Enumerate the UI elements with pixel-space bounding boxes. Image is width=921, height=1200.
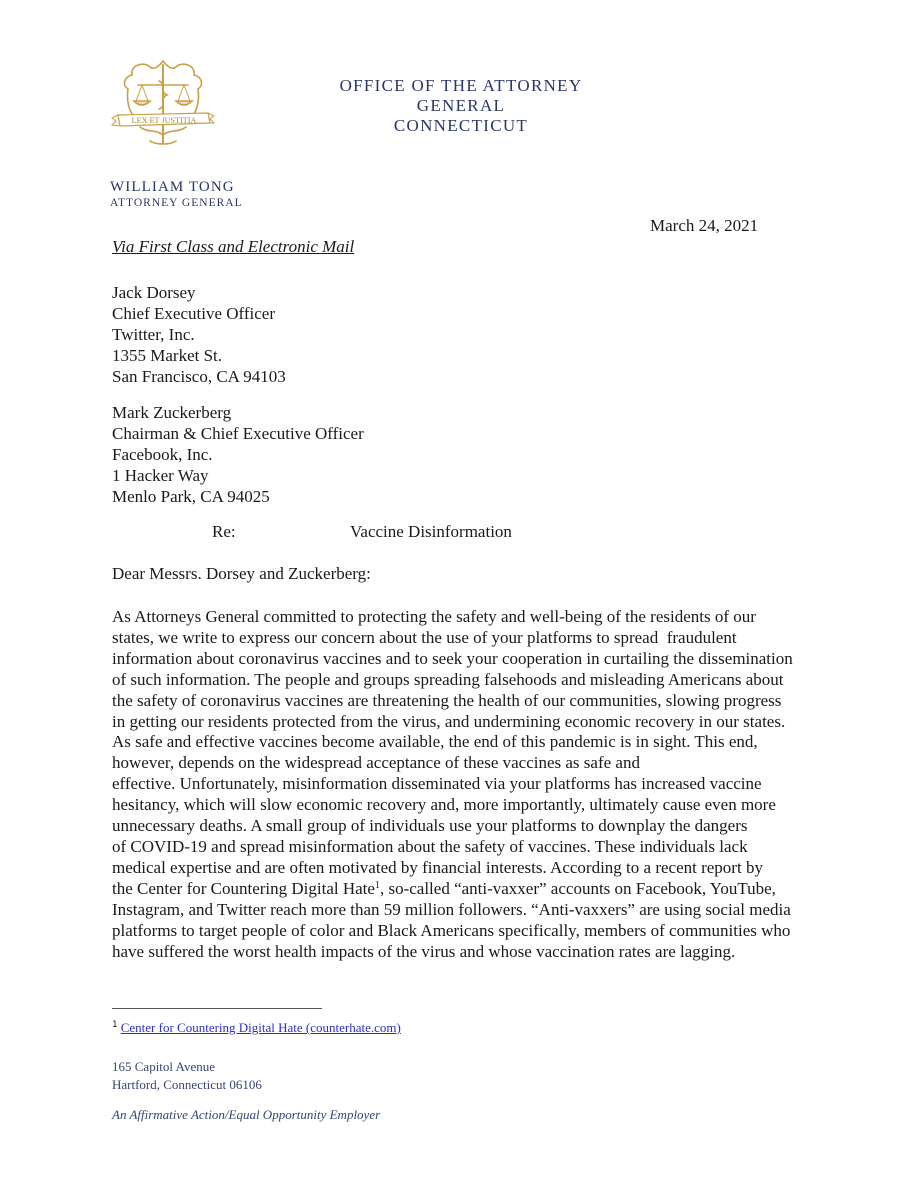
text-line: states, we write to express our concern about the use of your platforms to spread fraudulent — [112, 628, 737, 647]
recipient-title: Chief Executive Officer — [112, 304, 276, 323]
letter-date: March 24, 2021 — [650, 216, 759, 235]
text-line: have suffered the worst health impacts of the virus and whose vaccination rates are lagging. — [112, 942, 736, 961]
address-line: Hartford, Connecticut 06106 — [112, 1077, 262, 1092]
text-line: however, depends on the widespread acceptance of these vaccines as safe and — [112, 753, 640, 772]
text-segment: , so-called “anti-vaxxer” accounts on Facebook, YouTube, — [379, 879, 776, 898]
text-line: Instagram, and Twitter reach more than 59 million followers. “Anti-vaxxers” are using social media — [112, 900, 791, 919]
state-seal-logo — [110, 55, 216, 153]
recipient-address-twitter — [112, 282, 286, 387]
attorney-general-name: WILLIAM TONG — [110, 179, 235, 195]
salutation: Dear Messrs. Dorsey and Zuckerberg: — [112, 564, 371, 583]
recipient-street: 1355 Market St. — [112, 346, 223, 365]
text-line: the safety of coronavirus vaccines are threatening the health of our communities, slowing progress — [112, 691, 782, 710]
office-state: CONNECTICUT — [393, 116, 529, 135]
equal-opportunity-statement: An Affirmative Action/Equal Opportunity Employer — [112, 1107, 381, 1122]
footnote — [112, 1020, 401, 1036]
body-paragraph-1 — [112, 606, 793, 732]
text-line-with-footnote — [112, 878, 791, 899]
text-segment: the Center for Countering Digital Hate — [112, 879, 375, 898]
seal-icon — [110, 55, 216, 153]
text-line: of such information. The people and groups spreading falsehoods and misleading Americans about — [112, 670, 784, 689]
recipient-name: Mark Zuckerberg — [112, 403, 232, 422]
recipient-name: Jack Dorsey — [112, 283, 196, 302]
recipient-street: 1 Hacker Way — [112, 466, 209, 485]
recipient-city: San Francisco, CA 94103 — [112, 367, 286, 386]
seal-motto: LEX ET JUSTITIA — [131, 116, 197, 125]
recipient-address-facebook — [112, 402, 364, 507]
text-line: unnecessary deaths. A small group of individuals use your platforms to downplay the dangers — [112, 816, 748, 835]
text-line: of COVID-19 and spread misinformation about the safety of vaccines. These individuals lack — [112, 837, 748, 856]
delivery-method: Via First Class and Electronic Mail — [112, 237, 355, 256]
footnote-divider — [112, 1008, 322, 1009]
text-line: hesitancy, which will slow economic recovery and, more importantly, ultimately cause even more — [112, 795, 776, 814]
footnote-number: 1 — [112, 1020, 118, 1030]
subject-text: Vaccine Disinformation — [350, 522, 512, 541]
text-line: information about coronavirus vaccines and to seek your cooperation in curtailing the dissemination — [112, 649, 793, 668]
footnote-link[interactable]: Center for Countering Digital Hate (counterhate.com) — [120, 1020, 401, 1035]
text-line: As safe and effective vaccines become available, the end of this pandemic is in sight. This end, — [112, 732, 758, 751]
attorney-general-title: ATTORNEY GENERAL — [110, 197, 243, 209]
text-line: effective. Unfortunately, misinformation disseminated via your platforms has increased vaccine — [112, 774, 762, 793]
text-line: in getting our residents protected from the virus, and undermining economic recovery in our states. — [112, 712, 786, 731]
body-paragraph-2 — [112, 731, 791, 962]
text-line: medical expertise and are often motivated by financial interests. According to a recent report by — [112, 858, 763, 877]
office-address — [112, 1058, 262, 1094]
recipient-title: Chairman & Chief Executive Officer — [112, 424, 364, 443]
address-line: 165 Capitol Avenue — [112, 1059, 216, 1074]
footnote-reference[interactable]: 1 — [374, 880, 380, 891]
office-title: OFFICE OF THE ATTORNEY GENERAL — [339, 76, 583, 115]
office-header — [300, 76, 622, 136]
recipient-company: Twitter, Inc. — [112, 325, 195, 344]
subject-label: Re: — [212, 522, 236, 541]
text-line: As Attorneys General committed to protecting the safety and well-being of the residents of our — [112, 607, 756, 626]
text-line: platforms to target people of color and Black Americans specifically, members of communities who — [112, 921, 791, 940]
recipient-company: Facebook, Inc. — [112, 445, 213, 464]
recipient-city: Menlo Park, CA 94025 — [112, 487, 270, 506]
